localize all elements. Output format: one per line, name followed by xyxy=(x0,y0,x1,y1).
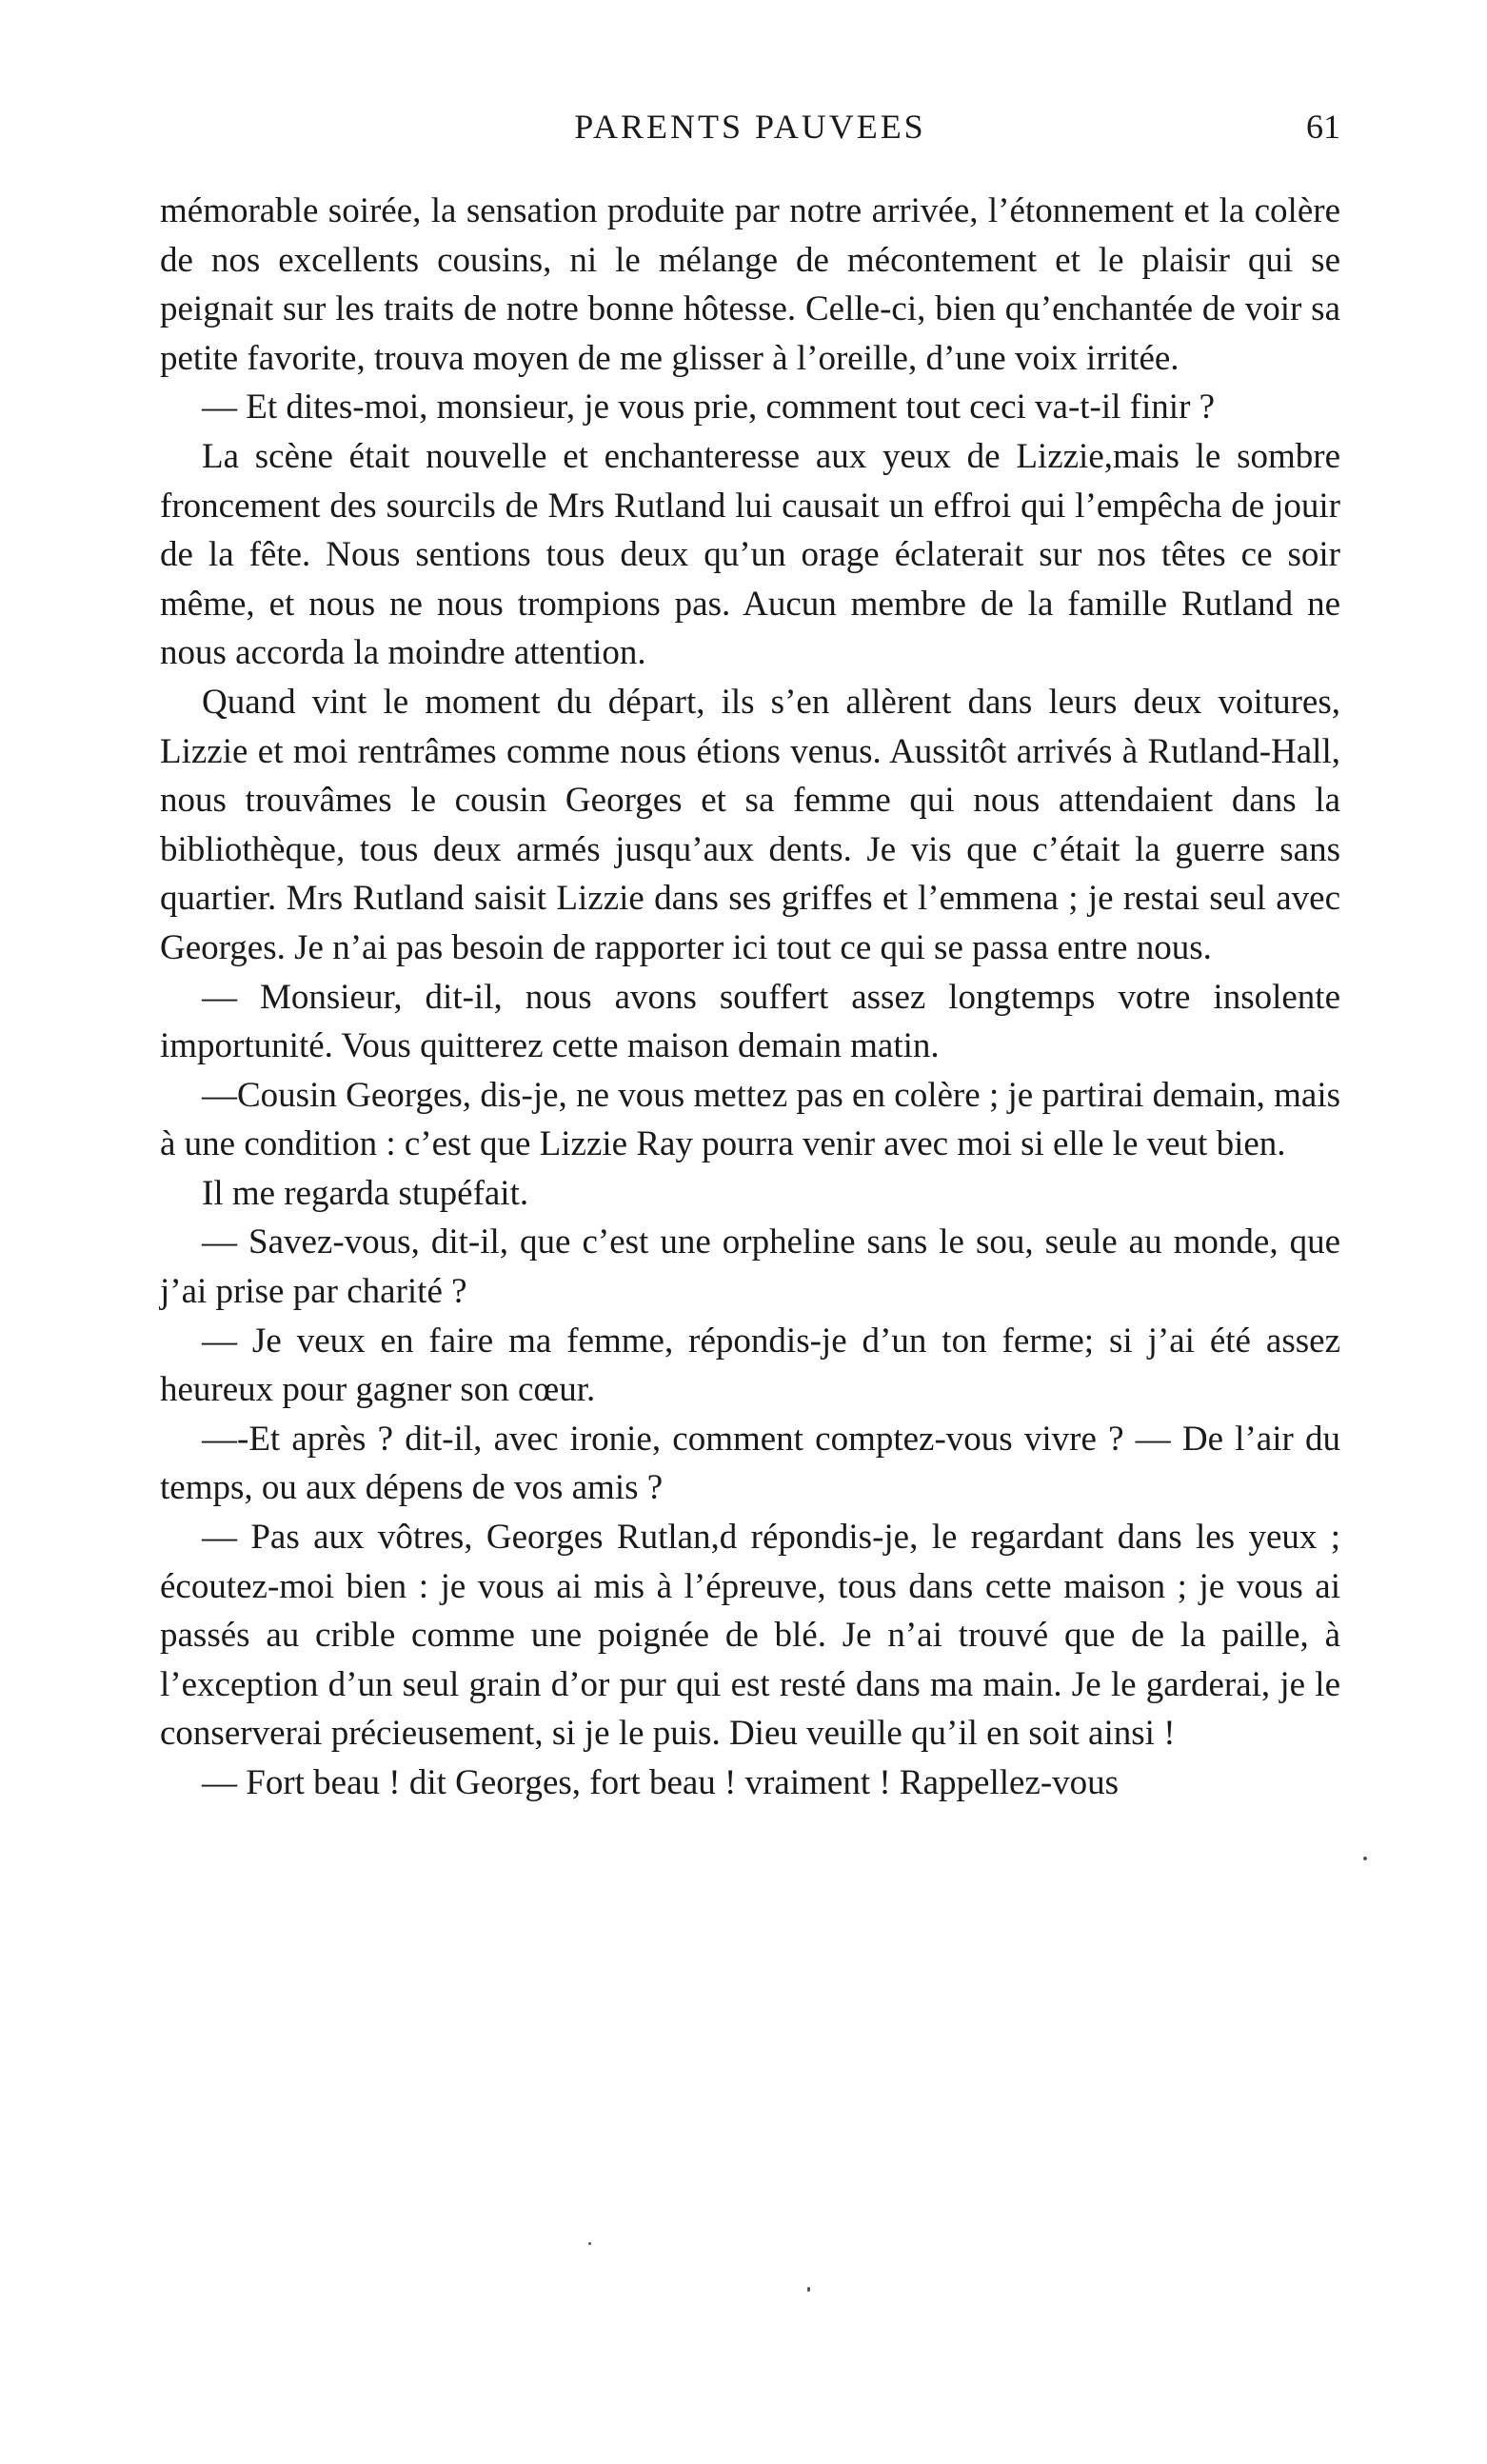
paragraph: —Cousin Georges, dis-je, ne vous mettez pas en colère ; je partirai demain, mais à une condition : c’est que Lizzie Ray pourra venir avec moi si elle le veut bien. xyxy=(160,1075,1340,1164)
print-speck xyxy=(1363,1857,1367,1860)
paragraph: — Fort beau ! dit Georges, fort beau ! vraiment ! Rappellez-vous xyxy=(202,1763,1120,1802)
paragraph: Quand vint le moment du départ, ils s’en allèrent dans leurs deux voitures, Lizzie et moi rentrâmes comme nous étions venus. Aussitôt arrivés à Rutland-Hall, nous trouvâmes le cousin Georges et sa femme qui nous attendaient dans la bibliothèque, tous deux armés jusqu’aux dents. Je vis que c’était la guerre sans quartier. Mrs Rutland saisit Lizzie dans ses griffes et l’emmena ; je restai seul avec Georges. Je n’ai pas besoin de rapporter ici tout ce qui se passa entre nous. xyxy=(160,682,1340,967)
paragraph: — Monsieur, dit-il, nous avons souffert assez longtemps votre insolente importunité. Vous quitterez cette maison demain matin. xyxy=(160,977,1340,1066)
paragraph: — Et dites-moi, monsieur, je vous prie, comment tout ceci va-t-il finir ? xyxy=(202,387,1216,427)
paragraph: Il me regarda stupéfait. xyxy=(202,1173,529,1213)
paragraph: La scène était nouvelle et enchanteresse aux yeux de Lizzie,mais le sombre froncement des sourcils de Mrs Rutland lui causait un effroi qui l’empêcha de jouir de la fête. Nous sentions tous deux qu’un orage éclaterait sur nos têtes ce soir même, et nous ne nous trompions pas. Aucun membre de la famille Rutland ne nous accorda la moindre attention. xyxy=(160,436,1340,673)
paragraph: —-Et après ? dit-il, avec ironie, comment comptez-vous vivre ? — De l’air du temps, ou aux dépens de vos amis ? xyxy=(160,1419,1340,1508)
body-text xyxy=(160,187,1340,1808)
paragraph: — Savez-vous, dit-il, que c’est une orpheline sans le sou, seule au monde, que j’ai prise par charité ? xyxy=(160,1222,1340,1312)
print-speck xyxy=(807,2287,810,2292)
running-head xyxy=(160,107,1340,164)
paragraph: — Pas aux vôtres, Georges Rutlan,d répondis-je, le regardant dans les yeux ; écoutez-moi bien : je vous ai mis à l’épreuve, tous dans cette maison ; je vous ai passés au crible comme une poignée de blé. Je n’ai trouvé que de la paille, à l’exception d’un seul grain d’or pur qui est resté dans ma main. Je le garderai, je le conserverai précieusement, si je le puis. Dieu veuille qu’il en soit ainsi ! xyxy=(160,1518,1340,1754)
paragraph: mémorable soirée, la sensation produite par notre arrivée, l’étonnement et la colère de nos excellents cousins, ni le mélange de mécontement et le plaisir qui se peignait sur les traits de notre bonne hôtesse. Celle-ci, bien qu’enchantée de voir sa petite favorite, trouva moyen de me glisser à l’oreille, d’une voix irritée. xyxy=(160,191,1340,378)
page-number: 61 xyxy=(1306,108,1340,146)
running-title: PARENTS PAUVEES xyxy=(574,108,926,146)
paragraph: — Je veux en faire ma femme, répondis-je d’un ton ferme; si j’ai été assez heureux pour gagner son cœur. xyxy=(160,1321,1340,1410)
print-speck xyxy=(588,2242,591,2245)
